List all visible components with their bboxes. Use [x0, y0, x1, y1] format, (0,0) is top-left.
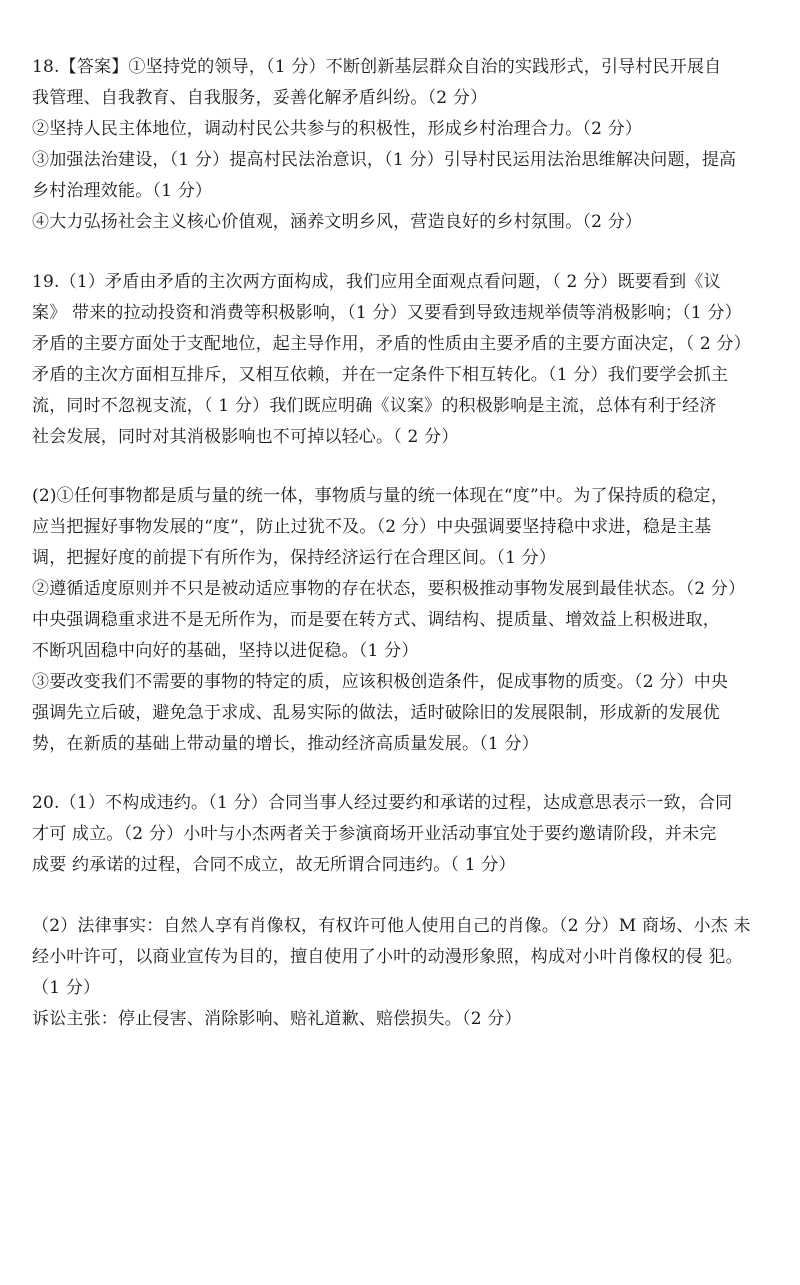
answer-20-1-line: 成要 约承诺的过程，合同不成立，故无所谓合同违约。（ 1 分） [32, 855, 516, 875]
answer-20-part-2 [32, 911, 784, 1035]
answer-18 [32, 52, 784, 238]
answer-19-1-line: 矛盾的主次方面相互排斥，又相互依赖，并在一定条件下相互转化。（1 分）我们要学会抓主 [32, 365, 729, 385]
answer-19-2-line: 调，把握好度的前提下有所作为，保持经济运行在合理区间。（1 分） [32, 548, 557, 568]
answer-19-1-line: 社会发展，同时对其消极影响也不可掉以轻心。（ 2 分） [32, 427, 459, 447]
answer-19-part-2 [32, 481, 784, 760]
answer-18-line: 18.【答案】①坚持党的领导，（1 分）不断创新基层群众自治的实践形式，引导村民开展自 [32, 57, 722, 77]
answer-18-line: ②坚持人民主体地位，调动村民公共参与的积极性，形成乡村治理合力。（2 分） [32, 119, 643, 139]
answer-19-1-line: 矛盾的主要方面处于支配地位，起主导作用，矛盾的性质由主要矛盾的主要方面决定，（ 2 分） [32, 334, 751, 354]
answer-19-2-line: 中央强调稳重求进不是无所作为，而是要在转方式、调结构、提质量、增效益上积极进取， [32, 610, 720, 630]
answer-19-1-line: 流，同时不忽视支流，（ 1 分）我们既应明确《议案》的积极影响是主流，总体有利于经济 [32, 396, 717, 416]
answer-18-line: ④大力弘扬社会主义核心价值观，涵养文明乡风，营造良好的乡村氛围。（2 分） [32, 212, 643, 232]
answer-18-line: 我管理、自我教育、自我服务，妥善化解矛盾纠纷。（2 分） [32, 88, 488, 108]
answer-document [32, 52, 784, 1035]
answer-20-1-line: 20.（1）不构成违约。（1 分）合同当事人经过要约和承诺的过程，达成意思表示一致，合同 [32, 793, 733, 813]
answer-19-2-line: (2)①任何事物都是质与量的统一体，事物质与量的统一体现在“度”中。为了保持质的稳定， [32, 486, 729, 506]
answer-19-part-1 [32, 267, 784, 453]
answer-20-2-line: 经小叶许可，以商业宣传为目的，擅自使用了小叶的动漫形象照，构成对小叶肖像权的侵 犯。 [32, 947, 743, 967]
answer-19-1-line: 19.（1）矛盾由矛盾的主次两方面构成，我们应用全面观点看问题，（ 2 分）既要看到《议 [32, 272, 721, 292]
answer-19-2-line: ③要改变我们不需要的事物的特定的质，应该积极创造条件，促成事物的质变。（2 分）中央 [32, 672, 729, 692]
answer-19-2-line: ②遵循适度原则并不只是被动适应事物的存在状态，要积极推动事物发展到最佳状态。（2 分） [32, 579, 746, 599]
answer-19-1-line: 案》 带来的拉动投资和消费等积极影响，（1 分）又要看到导致违规举债等消极影响；（1 分） [32, 303, 742, 323]
answer-18-line: 乡村治理效能。（1 分） [32, 181, 213, 201]
answer-20-2-line: 诉讼主张：停止侵害、消除影响、赔礼道歉、赔偿损失。（2 分） [32, 1009, 522, 1029]
answer-18-line: ③加强法治建设，（1 分）提高村民法治意识，（1 分）引导村民运用法治思维解决问题，提高 [32, 150, 737, 170]
answer-19-2-line: 强调先立后破，避免急于求成、乱易实际的做法，适时破除旧的发展限制，形成新的发展优 [32, 703, 720, 723]
answer-19-2-line: 势，在新质的基础上带动量的增长，推动经济高质量发展。（1 分） [32, 734, 539, 754]
answer-20-part-1 [32, 788, 784, 881]
answer-20-2-line: （1 分） [32, 978, 101, 998]
answer-20-1-line: 才可 成立。（2 分）小叶与小杰两者关于参演商场开业活动事宜处于要约邀请阶段，并未完 [32, 824, 717, 844]
answer-19-2-line: 应当把握好事物发展的“度”，防止过犹不及。（2 分）中央强调要坚持稳中求进，稳是主基 [32, 517, 712, 537]
answer-19-2-line: 不断巩固稳中向好的基础，坚持以进促稳。（1 分） [32, 641, 419, 661]
answer-20-2-line: （2）法律事实：自然人享有肖像权，有权许可他人使用自己的肖像。（2 分）M 商场、小杰 未 [32, 916, 751, 936]
